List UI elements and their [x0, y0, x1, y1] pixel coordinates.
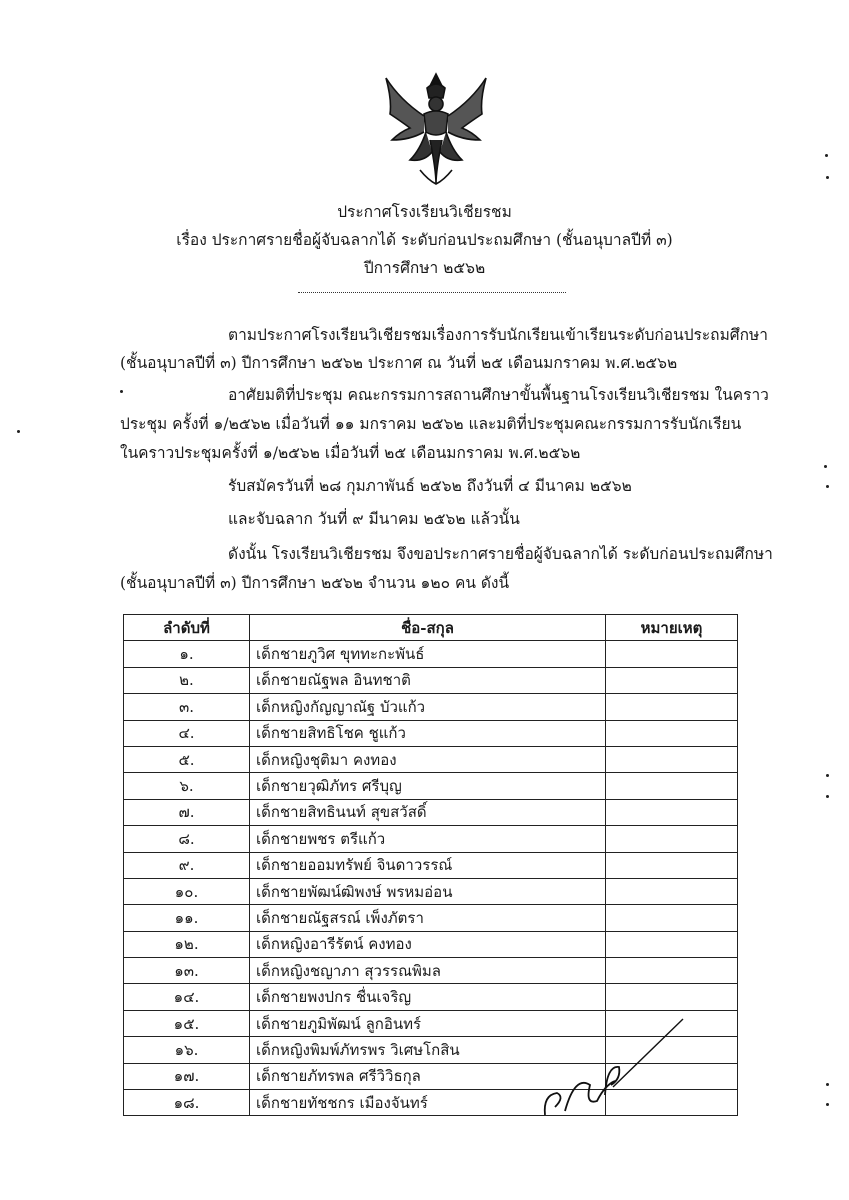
scan-speck — [826, 176, 829, 179]
row-number: ๔. — [124, 720, 250, 746]
student-name: เด็กชายพงปกร ชื่นเจริญ — [250, 984, 606, 1010]
row-remark — [606, 773, 738, 799]
dotted-divider — [298, 292, 566, 293]
row-number: ๑. — [124, 641, 250, 667]
scan-speck — [826, 795, 829, 798]
row-number: ๕. — [124, 746, 250, 772]
row-remark — [606, 667, 738, 693]
row-number: ๑๐. — [124, 878, 250, 904]
scan-speck — [826, 1083, 829, 1086]
row-remark — [606, 799, 738, 825]
row-number: ๑๕. — [124, 1010, 250, 1036]
row-remark — [606, 958, 738, 984]
table-row — [124, 984, 738, 1010]
student-name: เด็กหญิงกัญญาณัฐ บัวแก้ว — [250, 694, 606, 720]
student-name: เด็กหญิงอารีรัตน์ คงทอง — [250, 931, 606, 957]
student-name: เด็กชายพชร ตรีแก้ว — [250, 826, 606, 852]
table-row — [124, 773, 738, 799]
student-name: เด็กหญิงชุติมา คงทอง — [250, 746, 606, 772]
scan-speck — [17, 430, 20, 433]
student-name: เด็กชายทัชชกร เมืองจันทร์ — [250, 1090, 606, 1116]
student-name: เด็กชายสิทธิโชค ชูแก้ว — [250, 720, 606, 746]
row-number: ๑๑. — [124, 905, 250, 931]
student-name: เด็กหญิงชญาภา สุวรรณพิมล — [250, 958, 606, 984]
row-number: ๑๓. — [124, 958, 250, 984]
scan-speck — [120, 390, 123, 393]
paragraph-1-line-2: (ชั้นอนุบาลปีที่ ๓) ปีการศึกษา ๒๕๖๒ ประกาศ ณ วันที่ ๒๕ เดือนมกราคม พ.ศ.๒๕๖๒ — [120, 354, 678, 372]
row-number: ๗. — [124, 799, 250, 825]
student-name: เด็กชายณัฐสรณ์ เพ็งภัตรา — [250, 905, 606, 931]
paragraph-2-line-2: ประชุม ครั้งที่ ๑/๒๕๖๒ เมื่อวันที่ ๑๑ มกราคม ๒๕๖๒ และมติที่ประชุมคณะกรรมการรับนักเรียน — [120, 415, 742, 433]
paragraph-2-line-1: อาศัยมติที่ประชุม คณะกรรมการสถานศึกษาขั้นพื้นฐานโรงเรียนวิเชียรชม ในคราว — [228, 386, 769, 404]
table-row — [124, 667, 738, 693]
garuda-emblem-icon — [380, 70, 492, 188]
student-name: เด็กหญิงพิมพ์ภัทรพร วิเศษโกสิน — [250, 1037, 606, 1063]
announcement-title: ประกาศโรงเรียนวิเชียรชม — [337, 203, 512, 221]
column-header-order: ลำดับที่ — [124, 615, 250, 641]
row-number: ๑๗. — [124, 1063, 250, 1089]
table-row — [124, 905, 738, 931]
student-name: เด็กชายภัทรพล ศรีวิวิธกุล — [250, 1063, 606, 1089]
table-row — [124, 720, 738, 746]
row-number: ๑๖. — [124, 1037, 250, 1063]
row-remark — [606, 720, 738, 746]
scan-speck — [826, 1103, 829, 1106]
row-number: ๒. — [124, 667, 250, 693]
table-row — [124, 694, 738, 720]
table-row — [124, 931, 738, 957]
student-name: เด็กชายพัฒน์ฒิพงษ์ พรหมอ่อน — [250, 878, 606, 904]
table-row — [124, 958, 738, 984]
scan-speck — [826, 485, 829, 488]
table-row — [124, 641, 738, 667]
row-remark — [606, 931, 738, 957]
row-remark — [606, 878, 738, 904]
row-remark — [606, 746, 738, 772]
paragraph-5-line-2: (ชั้นอนุบาลปีที่ ๓) ปีการศึกษา ๒๕๖๒ จำนวน ๑๒๐ คน ดังนี้ — [120, 574, 510, 592]
scan-speck — [824, 465, 827, 468]
paragraph-1-line-1: ตามประกาศโรงเรียนวิเชียรชมเรื่องการรับนักเรียนเข้าเรียนระดับก่อนประถมศึกษา — [228, 326, 768, 344]
row-number: ๖. — [124, 773, 250, 799]
row-remark — [606, 984, 738, 1010]
table-row — [124, 746, 738, 772]
paragraph-3: รับสมัครวันที่ ๒๘ กุมภาพันธ์ ๒๕๖๒ ถึงวันที่ ๔ มีนาคม ๒๕๖๒ — [228, 477, 632, 495]
student-name: เด็กชายออมทรัพย์ จินดาวรรณ์ — [250, 852, 606, 878]
student-name: เด็กชายภูมิพัฒน์ ลูกอินทร์ — [250, 1010, 606, 1036]
column-header-name: ชื่อ-สกุล — [250, 615, 606, 641]
row-number: ๙. — [124, 852, 250, 878]
row-number: ๑๘. — [124, 1090, 250, 1116]
student-name: เด็กชายณัฐพล อินทชาติ — [250, 667, 606, 693]
row-number: ๑๔. — [124, 984, 250, 1010]
paragraph-5-line-1: ดังนั้น โรงเรียนวิเชียรชม จึงขอประกาศรายชื่อผู้จับฉลากได้ ระดับก่อนประถมศึกษา — [228, 545, 773, 563]
row-remark — [606, 694, 738, 720]
academic-year: ปีการศึกษา ๒๕๖๒ — [363, 259, 486, 277]
row-remark — [606, 852, 738, 878]
table-row — [124, 878, 738, 904]
column-header-remark: หมายเหตุ — [606, 615, 738, 641]
paragraph-4: และจับฉลาก วันที่ ๙ มีนาคม ๒๕๖๒ แล้วนั้น — [228, 510, 520, 528]
student-name: เด็กชายวุฒิภัทร ศรีบุญ — [250, 773, 606, 799]
announcement-subject: เรื่อง ประกาศรายชื่อผู้จับฉลากได้ ระดับก่อนประถมศึกษา (ชั้นอนุบาลปีที่ ๓) — [176, 231, 673, 249]
paragraph-2-line-3: ในคราวประชุมครั้งที่ ๑/๒๕๖๒ เมื่อวันที่ ๒๕ เดือนมกราคม พ.ศ.๒๕๖๒ — [120, 444, 581, 462]
table-row — [124, 852, 738, 878]
scan-speck — [826, 774, 829, 777]
table-header-row — [124, 615, 738, 641]
handwritten-signature — [535, 1015, 685, 1125]
student-name: เด็กชายภูวิศ ขุททะกะพันธ์ — [250, 641, 606, 667]
row-remark — [606, 641, 738, 667]
table-row — [124, 799, 738, 825]
table-row — [124, 826, 738, 852]
row-number: ๘. — [124, 826, 250, 852]
student-name: เด็กชายสิทธินนท์ สุขสวัสดิ์ — [250, 799, 606, 825]
row-number: ๓. — [124, 694, 250, 720]
row-number: ๑๒. — [124, 931, 250, 957]
row-remark — [606, 905, 738, 931]
scan-speck — [825, 154, 828, 157]
row-remark — [606, 826, 738, 852]
